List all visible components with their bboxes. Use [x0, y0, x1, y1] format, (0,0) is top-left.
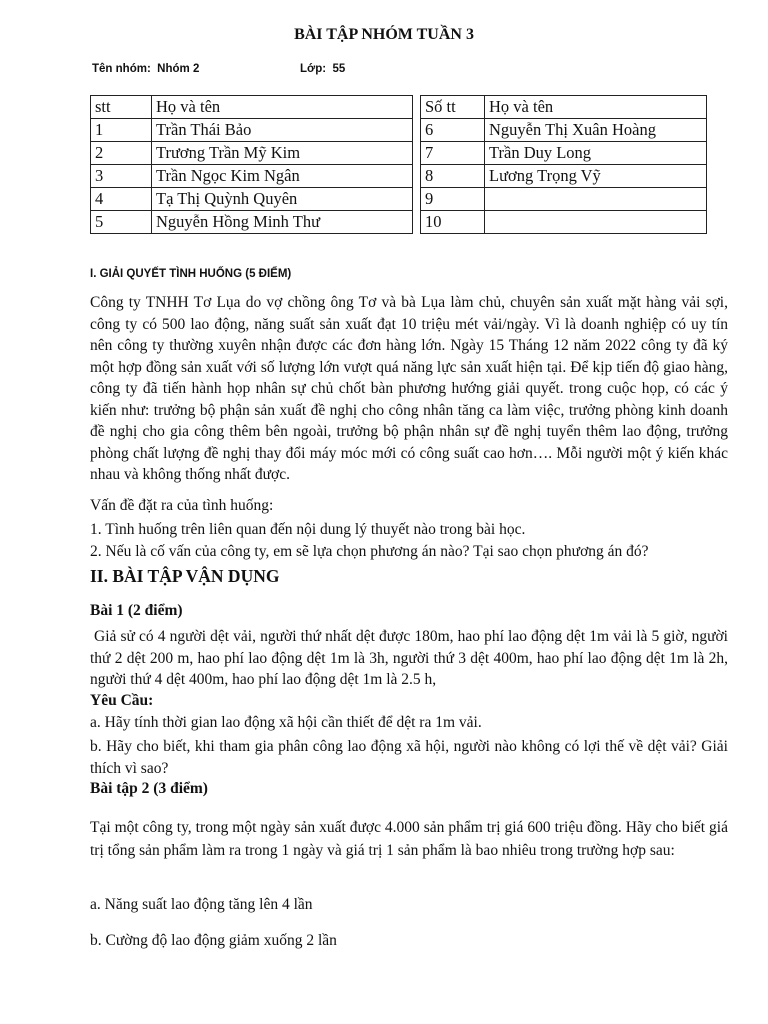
class-value: 55: [332, 63, 346, 75]
table-row: [91, 142, 413, 165]
cell-name: Nguyễn Thị Xuân Hoàng: [485, 119, 707, 142]
group-meta: [92, 63, 346, 75]
bai1-paragraph: Giả sử có 4 người dệt vải, người thứ nhất dệt được 180m, hao phí lao động dệt 1m vải là 5 giờ, người thứ 2 dệt 200 m, hao phí lao động dệt 1m là 3h, người thứ 3 dệt 400m, hao phí lao động dệt 1m là 2h, người thứ 4 dệt 400m, hao phí lao động dệt 1m là 2.5 h,: [90, 628, 728, 688]
bai1-question-b: b. Hãy cho biết, khi tham gia phân công lao động xã hội, người nào không có lợi thế về dệt vải? Giải thích vì sao?: [90, 738, 728, 777]
question-1: 1. Tình huống trên liên quan đến nội dung lý thuyết nào trong bài học.: [90, 521, 526, 538]
cell-name: Lương Trọng Vỹ: [485, 165, 707, 188]
cell-name: Trương Trần Mỹ Kim: [152, 142, 413, 165]
header-cell-stt: stt: [91, 96, 152, 119]
question-2: 2. Nếu là cố vấn của công ty, em sẽ lựa chọn phương án nào? Tại sao chọn phương án đó?: [90, 543, 649, 560]
cell-stt: 8: [421, 165, 485, 188]
class-meta: [300, 63, 345, 75]
table-row: [91, 165, 413, 188]
bai1-heading: Bài 1 (2 điểm): [90, 602, 183, 619]
cell-stt: 6: [421, 119, 485, 142]
table-row: [421, 188, 707, 211]
cell-stt: 3: [91, 165, 152, 188]
table-header-row: [91, 96, 413, 119]
cell-stt: 1: [91, 119, 152, 142]
section2-heading: II. BÀI TẬP VẬN DỤNG: [90, 566, 280, 586]
cell-stt: 10: [421, 211, 485, 234]
class-label: Lớp:: [300, 63, 327, 75]
cell-name: Tạ Thị Quỳnh Quyên: [152, 188, 413, 211]
bai2-case-a: a. Năng suất lao động tăng lên 4 lần: [90, 896, 313, 913]
cell-stt: 7: [421, 142, 485, 165]
table-row: [421, 165, 707, 188]
cell-name: Nguyễn Hồng Minh Thư: [152, 211, 413, 234]
table-row: [421, 142, 707, 165]
members-table-left: [90, 95, 413, 234]
members-table-right: [420, 95, 707, 234]
cell-name: Trần Ngọc Kim Ngân: [152, 165, 413, 188]
bai2-case-b: b. Cường độ lao động giảm xuống 2 lần: [90, 932, 337, 949]
bai1-requirement: Yêu Cầu:: [90, 692, 154, 709]
header-cell-name: Họ và tên: [485, 96, 707, 119]
table-row: [91, 211, 413, 234]
group-value: Nhóm 2: [157, 63, 200, 75]
bai2-paragraph: Tại một công ty, trong một ngày sản xuất được 4.000 sản phẩm trị giá 600 triệu đồng. Hãy cho biết giá trị tổng sản phẩm làm ra trong 1 ngày và giá trị 1 sản phẩm là bao nhiêu trong trường hợp sau:: [90, 819, 728, 859]
header-cell-stt: Số tt: [421, 96, 485, 119]
cell-stt: 5: [91, 211, 152, 234]
situation-paragraph: Công ty TNHH Tơ Lụa do vợ chồng ông Tơ và bà Lụa làm chủ, chuyên sản xuất mặt hàng vải sợi, công ty có 500 lao động, năng suất sản xuất đạt 10 triệu mét vải/ngày. Vì là doanh nghiệp có uy tín nên công ty thường xuyên nhận được các đơn hàng lớn. Ngày 15 Tháng 12 năm 2022 công ty đã ký một hợp đồng sản xuất với số lượng lớn vượt quá năng lực sản xuất hiện tại. Để kịp tiến độ giao hàng, công ty đã tiến hành họp nhân sự chủ chốt bàn phương hướng giải quyết. trong cuộc họp, có các ý kiến như: trưởng bộ phận sản xuất đề nghị cho công nhân tăng ca làm việc, trưởng phòng kinh doanh đề nghị cho gia công thêm bên ngoài, trưởng bộ phận nhân sự đề nghị tuyển thêm lao động, trưởng phòng chất lượng đề nghị thay đổi máy móc mới có công suất cao hơn…. Mỗi người một ý kiến khác nhau và không thống nhất được.: [90, 294, 728, 483]
header-cell-name: Họ và tên: [152, 96, 413, 119]
cell-name: [485, 188, 707, 211]
cell-name: Trần Thái Bảo: [152, 119, 413, 142]
issue-line: Vấn đề đặt ra của tình huống:: [90, 497, 274, 514]
cell-stt: 9: [421, 188, 485, 211]
table-header-row: [421, 96, 707, 119]
cell-stt: 4: [91, 188, 152, 211]
bai2-heading: Bài tập 2 (3 điểm): [90, 780, 208, 797]
cell-stt: 2: [91, 142, 152, 165]
table-row: [91, 188, 413, 211]
table-row: [421, 211, 707, 234]
bai1-question-a: a. Hãy tính thời gian lao động xã hội cần thiết để dệt ra 1m vải.: [90, 714, 482, 731]
cell-name: [485, 211, 707, 234]
cell-name: Trần Duy Long: [485, 142, 707, 165]
table-row: [421, 119, 707, 142]
document-title: BÀI TẬP NHÓM TUẦN 3: [294, 26, 474, 43]
section1-heading: I. GIẢI QUYẾT TÌNH HUỐNG (5 ĐIỂM): [90, 268, 292, 280]
table-row: [91, 119, 413, 142]
group-label: Tên nhóm:: [92, 63, 151, 75]
